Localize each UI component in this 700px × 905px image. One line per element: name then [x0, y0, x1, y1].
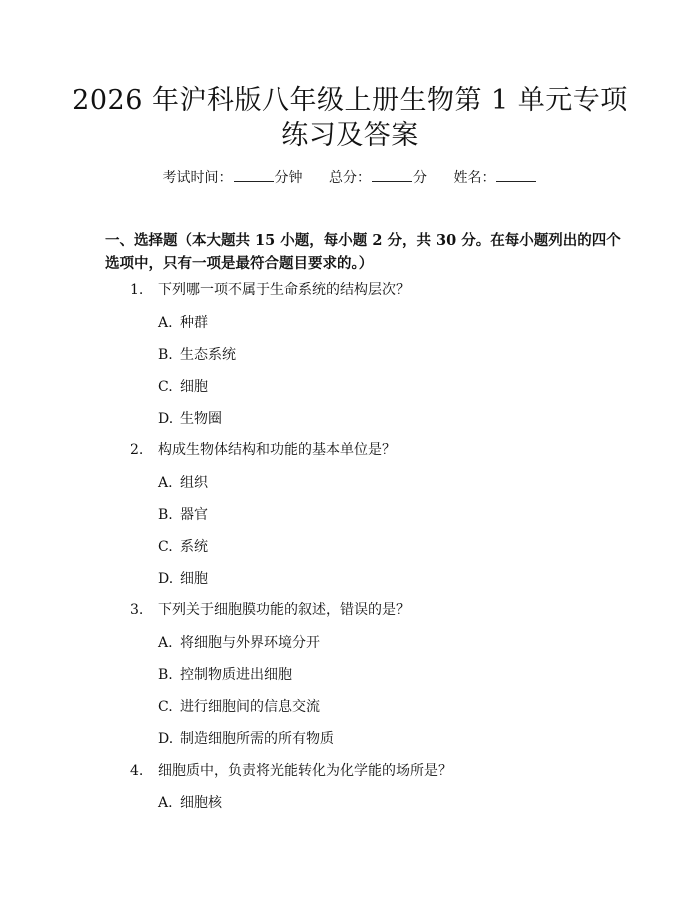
option-letter: D.: [158, 571, 174, 587]
question-text: 构成生物体结构和功能的基本单位是？: [158, 442, 396, 458]
exam-time-label: 考试时间：: [162, 170, 233, 186]
student-name-blank: [496, 169, 536, 182]
option-letter: A.: [158, 795, 173, 811]
option-1d: [158, 409, 222, 429]
question-2: [130, 440, 396, 460]
exam-info-row: [0, 168, 700, 188]
total-score-field: [329, 170, 431, 186]
option-letter: C.: [158, 539, 173, 555]
option-1b: [158, 345, 236, 365]
option-text: 控制物质进出细胞: [180, 667, 292, 683]
option-1c: [158, 377, 208, 397]
option-letter: A.: [158, 315, 173, 331]
question-number: 2.: [130, 442, 144, 458]
option-3d: [158, 729, 334, 749]
option-text: 细胞: [180, 571, 208, 587]
option-2b: [158, 505, 208, 525]
option-2a: [158, 473, 208, 493]
section-heading-multiple-choice: 一、选择题（本大题共 15 小题，每小题 2 分，共 30 分。在每小题列出的四个选项中，只有一项是最符合题目要求的。）: [105, 232, 621, 272]
option-letter: A.: [158, 635, 173, 651]
option-letter: C.: [158, 379, 173, 395]
question-number: 3.: [130, 602, 144, 618]
option-letter: B.: [158, 347, 173, 363]
question-3: [130, 600, 410, 620]
option-3b: [158, 665, 292, 685]
option-letter: D.: [158, 731, 174, 747]
option-text: 制造细胞所需的所有物质: [180, 731, 334, 747]
exam-time-unit: 分钟: [274, 170, 303, 186]
option-letter: C.: [158, 699, 173, 715]
option-2c: [158, 537, 208, 557]
option-text: 将细胞与外界环境分开: [180, 635, 320, 651]
option-text: 器官: [180, 507, 208, 523]
option-letter: A.: [158, 475, 173, 491]
total-score-unit: 分: [413, 170, 427, 186]
option-text: 系统: [180, 539, 208, 555]
option-text: 进行细胞间的信息交流: [180, 699, 320, 715]
question-number: 1.: [130, 282, 144, 298]
question-text: 下列关于细胞膜功能的叙述，错误的是？: [158, 602, 410, 618]
question-1: [130, 280, 410, 300]
option-letter: B.: [158, 507, 173, 523]
document-title-line-2: 练习及答案: [281, 120, 419, 151]
option-text: 生物圈: [180, 411, 222, 427]
option-1a: [158, 313, 208, 333]
option-text: 细胞: [180, 379, 208, 395]
option-3c: [158, 697, 320, 717]
total-score-label: 总分：: [329, 170, 371, 186]
exam-time-blank: [234, 169, 274, 182]
option-text: 生态系统: [180, 347, 236, 363]
student-name-field: [453, 170, 537, 186]
option-3a: [158, 633, 320, 653]
question-text: 细胞质中，负责将光能转化为化学能的场所是？: [158, 763, 452, 779]
question-number: 4.: [130, 763, 144, 779]
option-text: 组织: [180, 475, 208, 491]
question-4: [130, 761, 452, 781]
student-name-label: 姓名：: [453, 170, 496, 186]
option-text: 细胞核: [180, 795, 222, 811]
option-letter: B.: [158, 667, 173, 683]
option-text: 种群: [180, 315, 208, 331]
option-4a: [158, 793, 222, 813]
document-title-line-1: 2026 年沪科版八年级上册生物第 1 单元专项: [72, 85, 628, 116]
exam-time-field: [163, 170, 307, 186]
total-score-blank: [372, 169, 412, 182]
question-text: 下列哪一项不属于生命系统的结构层次？: [158, 282, 410, 298]
option-2d: [158, 569, 208, 589]
option-letter: D.: [158, 411, 174, 427]
